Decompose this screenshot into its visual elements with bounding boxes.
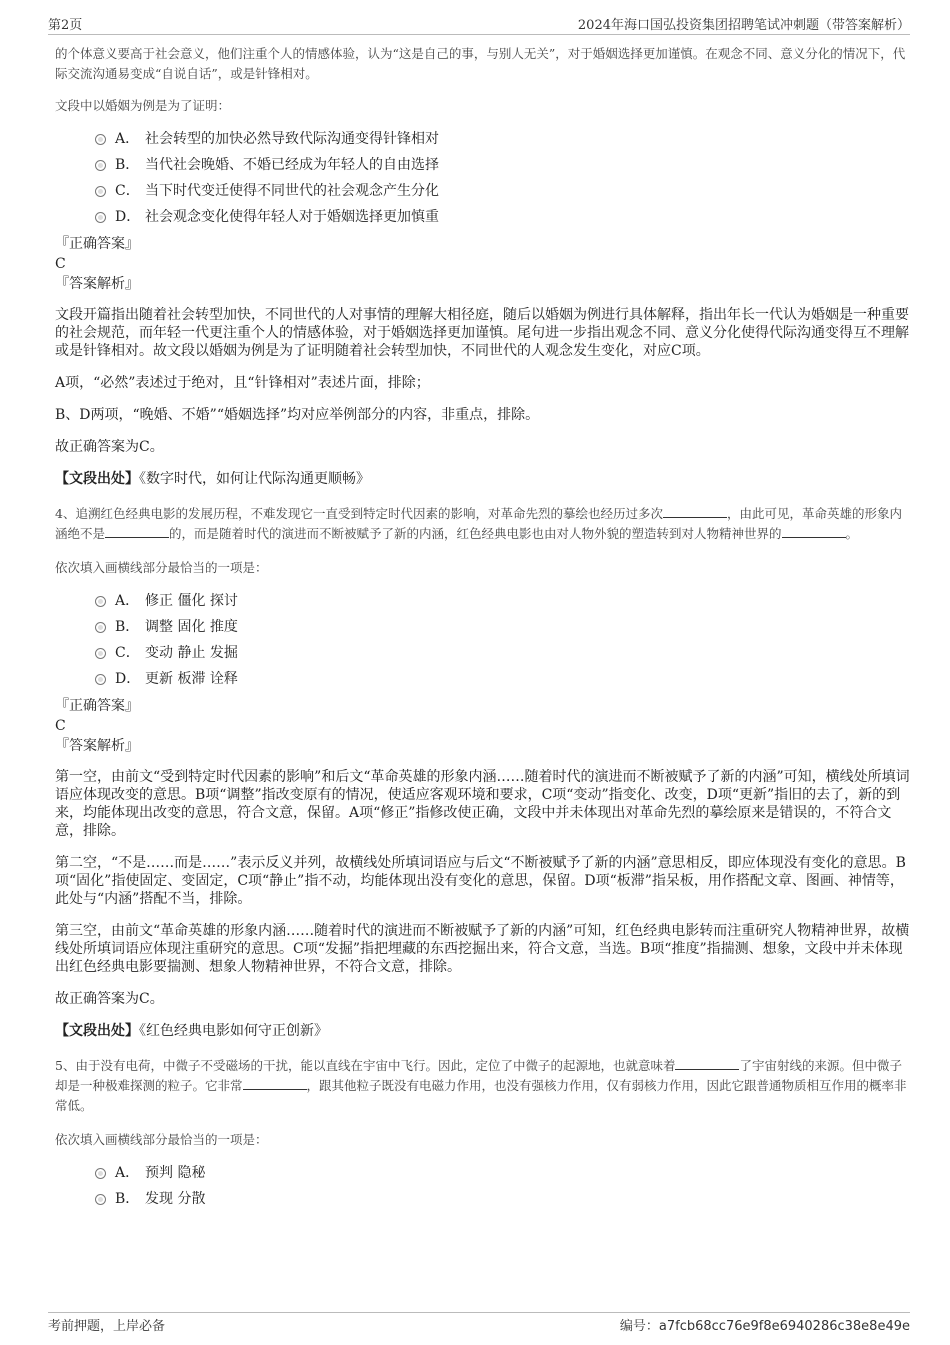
analysis-paragraph: 第二空，“不是……而是……”表示反义并列，故横线处所填词语应与后文“不断被赋予了新的内涵”意思相反，即应体现没有变化的意思。B项“固化”指使固定、变固定，C项“静止”指不动，均能体现出没有变化的意思，保留。D项“板滞”指呆板，用作搭配文章、图画、神情等，此处与“内涵”搭配不当，排除。 (55, 855, 906, 907)
page-number: 第2页 (48, 18, 83, 33)
option-a[interactable]: A． 社会转型的加快必然导致代际沟通变得针锋相对 (95, 126, 910, 152)
analysis-paragraph: 文段开篇指出随着社会转型加快，不同世代的人对事情的理解大相径庭，随后以婚姻为例进行具体解释，指出年长一代认为婚姻是一种重要的社会规范，而年轻一代更注重个人的情感体验，对于婚姻选择更加谨慎。尾句进一步指出观念不同、意义分化使得代际沟通变得互不理解或是针锋相对。故文段以婚姻为例是为了证明随着社会转型加快，不同世代的人观念发生变化，对应C项。 (55, 307, 909, 359)
option-d[interactable]: D． 社会观念变化使得年轻人对于婚姻选择更加慎重 (95, 204, 910, 230)
option-a[interactable]: A． 预判 隐秘 (95, 1160, 910, 1186)
option-b[interactable]: B． 调整 固化 推度 (95, 614, 910, 640)
option-b[interactable]: B． 当代社会晚婚、不婚已经成为年轻人的自由选择 (95, 152, 910, 178)
q3-stem: 的个体意义要高于社会意义，他们注重个人的情感体验，认为“这是自己的事，与别人无关”，对于婚姻选择更加谨慎。在观念不同、意义分化的情况下，代际交流沟通易变成“自说自话”，或是针锋相对。 (55, 46, 906, 81)
document-code: 编号：a7fcb68cc76e9f8e6940286c38e8e49e (619, 1319, 910, 1334)
radio-icon[interactable] (95, 134, 106, 145)
radio-icon[interactable] (95, 186, 106, 197)
blank (243, 1077, 307, 1090)
analysis-paragraph: A项，“必然”表述过于绝对，且“针锋相对”表述片面，排除； (55, 375, 430, 391)
document-title: 2024年海口国弘投资集团招聘笔试冲刺题（带答案解析） (577, 18, 910, 33)
q4-stem: 4、追溯红色经典电影的发展历程，不难发现它一直受到特定时代因素的影响，对革命先烈的摹绘也经历过多次 ，由此可见，革命英雄的形象内涵绝不是 的，而是随着时代的演进而不断被赋予了新的内涵，红色经典电影也由对人物外貌的塑造转到对人物精神世界的 。 (55, 506, 902, 541)
radio-icon[interactable] (95, 596, 106, 607)
page-footer (48, 1312, 910, 1335)
source-label: 【文段出处】 (55, 471, 139, 487)
analysis-paragraph: 故正确答案为C。 (55, 439, 164, 455)
q4-intro: 依次填入画横线部分最恰当的一项是： (55, 560, 268, 575)
answer-label: 『正确答案』 (55, 698, 139, 714)
source-title: 《数字时代，如何让代际沟通更顺畅》 (139, 471, 370, 487)
answer-value: C (55, 718, 66, 734)
q5-options (95, 1160, 910, 1212)
analysis-paragraph: B、D两项，“晚婚、不婚”“婚姻选择”均对应举例部分的内容，非重点，排除。 (55, 407, 540, 423)
option-b[interactable]: B． 发现 分散 (95, 1186, 910, 1212)
source-label: 【文段出处】 (55, 1023, 139, 1039)
answer-value: C (55, 256, 66, 272)
footer-slogan: 考前押题，上岸必备 (48, 1319, 166, 1334)
blank (663, 505, 727, 518)
option-a[interactable]: A． 修正 僵化 探讨 (95, 588, 910, 614)
option-d[interactable]: D． 更新 板滞 诠释 (95, 666, 910, 692)
analysis-label: 『答案解析』 (55, 276, 139, 292)
page-header (48, 12, 910, 35)
source-title: 《红色经典电影如何守正创新》 (139, 1023, 328, 1039)
source-line (55, 470, 910, 488)
radio-icon[interactable] (95, 674, 106, 685)
q3-options (95, 126, 910, 230)
source-line (55, 1022, 910, 1040)
document-body (55, 40, 910, 1212)
radio-icon[interactable] (95, 1194, 106, 1205)
radio-icon[interactable] (95, 160, 106, 171)
blank (782, 525, 846, 538)
option-c[interactable]: C． 当下时代变迁使得不同世代的社会观念产生分化 (95, 178, 910, 204)
analysis-label: 『答案解析』 (55, 738, 139, 754)
blank (105, 525, 169, 538)
radio-icon[interactable] (95, 622, 106, 633)
q5-stem: 5、由于没有电荷，中微子不受磁场的干扰，能以直线在宇宙中飞行。因此，定位了中微子的起源地，也就意味着 了宇宙射线的来源。但中微子却是一种极难探测的粒子。它非常 ，跟其他粒子既没有电磁力作用，也没有强核力作用，仅有弱核力作用，因此它跟普通物质相互作用的概率非常低。 (55, 1058, 907, 1113)
analysis-paragraph: 第一空，由前文“受到特定时代因素的影响”和后文“革命英雄的形象内涵……随着时代的演进而不断被赋予了新的内涵”可知，横线处所填词语应体现改变的意思。B项“调整”指改变原有的情况，使适应客观环境和要求，C项“变动”指变化、改变，D项“更新”指旧的去了，新的到来，均能体现出改变的意思，符合文意，保留。A项“修正”指修改使正确，文段中并未体现出对革命先烈的摹绘原来是错误的，不符合文意，排除。 (55, 769, 910, 839)
radio-icon[interactable] (95, 1168, 106, 1179)
blank (675, 1057, 739, 1070)
analysis-paragraph: 故正确答案为C。 (55, 991, 164, 1007)
q4-options (95, 588, 910, 692)
q5-intro: 依次填入画横线部分最恰当的一项是： (55, 1132, 268, 1147)
radio-icon[interactable] (95, 648, 106, 659)
option-c[interactable]: C． 变动 静止 发掘 (95, 640, 910, 666)
answer-label: 『正确答案』 (55, 236, 139, 252)
q3-intro: 文段中以婚姻为例是为了证明： (55, 98, 231, 113)
radio-icon[interactable] (95, 212, 106, 223)
analysis-paragraph: 第三空，由前文“革命英雄的形象内涵……随着时代的演进而不断被赋予了新的内涵”可知，红色经典电影转而注重研究人物精神世界，故横线处所填词语应体现注重研究的意思。C项“发掘”指把埋藏的东西挖掘出来，符合文意，当选。B项“推度”指揣测、想象，文段中并未体现出红色经典电影要揣测、想象人物精神世界，不符合文意，排除。 (55, 923, 910, 975)
